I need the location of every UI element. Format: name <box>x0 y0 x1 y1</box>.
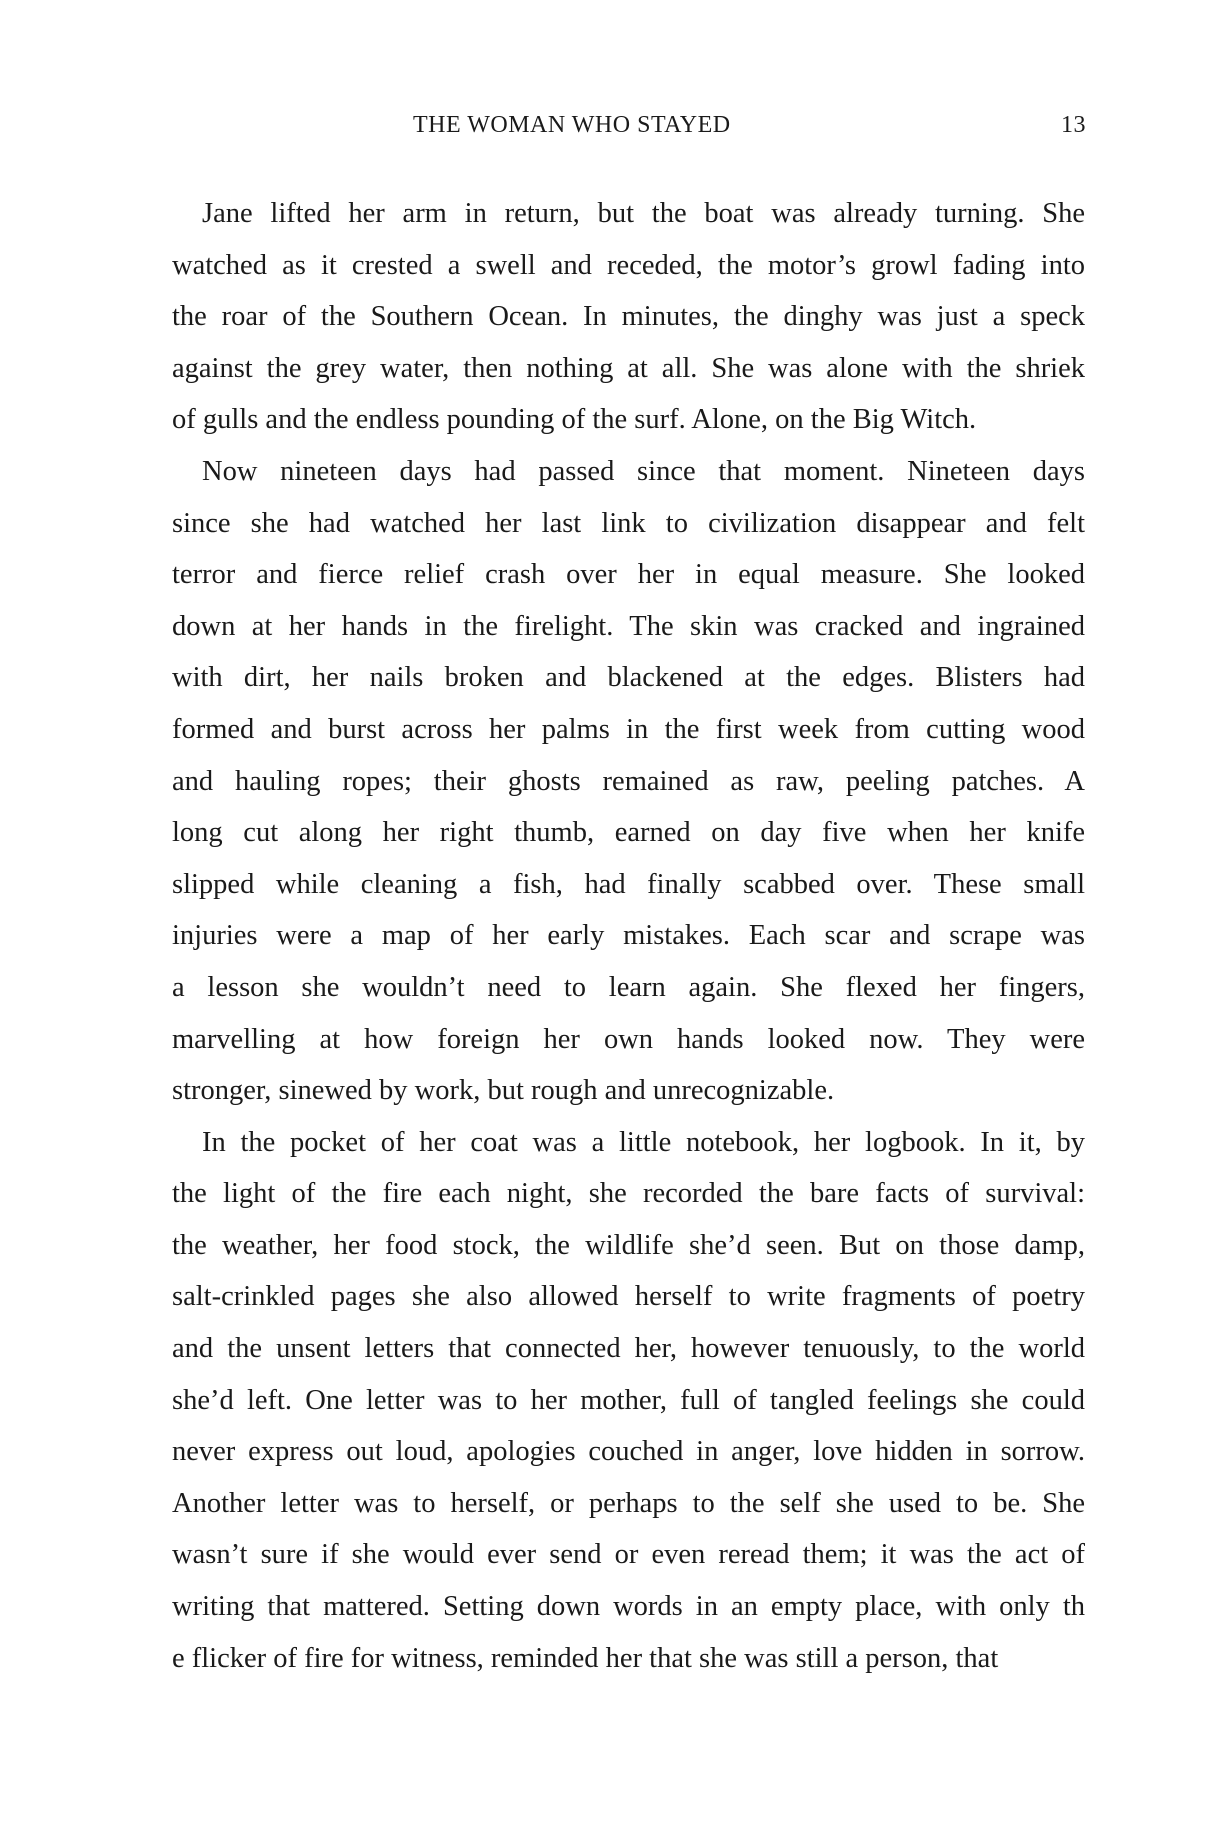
text-line: Now nineteen days had passed since that moment. Nineteen days <box>202 455 1085 487</box>
paragraph <box>172 1117 1085 1685</box>
running-head <box>0 112 1224 148</box>
text-line: terror and fierce relief crash over her in equal measure. She looked <box>172 559 1085 591</box>
text-line: formed and burst across her palms in the first week from cutting wood <box>172 713 1085 745</box>
text-line: the light of the fire each night, she recorded the bare facts of survival: <box>172 1178 1085 1210</box>
text-line: since she had watched her last link to civilization disappear and felt <box>172 507 1085 539</box>
text-line: e flicker of fire for witness, reminded her that she was still a person, that <box>172 1642 999 1674</box>
text-line: the weather, her food stock, the wildlife she’d seen. But on those damp, <box>172 1229 1085 1261</box>
text-line: with dirt, her nails broken and blackened at the edges. Blisters had <box>172 662 1085 694</box>
text-line: slipped while cleaning a fish, had finally scabbed over. These small <box>172 868 1085 900</box>
text-line: and hauling ropes; their ghosts remained as raw, peeling patches. A <box>172 765 1085 797</box>
paragraph <box>172 188 1085 446</box>
text-line: down at her hands in the firelight. The skin was cracked and ingrained <box>172 610 1085 642</box>
paragraph <box>172 446 1085 1117</box>
page-number: 13 <box>1061 112 1086 138</box>
text-line: long cut along her right thumb, earned on day five when her knife <box>172 817 1085 849</box>
text-line: stronger, sinewed by work, but rough and unrecognizable. <box>172 1075 835 1107</box>
body-text <box>172 188 1085 1684</box>
text-line: watched as it crested a swell and receded, the motor’s growl fading into <box>172 249 1085 281</box>
text-line: Jane lifted her arm in return, but the boat was already turning. She <box>202 198 1085 229</box>
text-line: In the pocket of her coat was a little notebook, her logbook. In it, by <box>202 1126 1085 1158</box>
text-line: writing that mattered. Setting down words in an empty place, with only th <box>172 1591 1085 1623</box>
text-line: of gulls and the endless pounding of the surf. Alone, on the Big Witch. <box>172 404 977 436</box>
text-line: against the grey water, then nothing at all. She was alone with the shriek <box>172 352 1085 384</box>
text-line: a lesson she wouldn’t need to learn again. She flexed her fingers, <box>172 971 1085 1003</box>
text-line: injuries were a map of her early mistakes. Each scar and scrape was <box>172 920 1085 952</box>
text-line: salt-crinkled pages she also allowed herself to write fragments of poetry <box>172 1281 1085 1313</box>
text-line: wasn’t sure if she would ever send or even reread them; it was the act of <box>172 1539 1085 1571</box>
text-line: and the unsent letters that connected her, however tenuously, to the world <box>172 1333 1085 1365</box>
text-line: the roar of the Southern Ocean. In minutes, the dinghy was just a speck <box>172 301 1085 333</box>
text-line: she’d left. One letter was to her mother, full of tangled feelings she could <box>172 1384 1085 1416</box>
text-line: marvelling at how foreign her own hands looked now. They were <box>172 1023 1085 1055</box>
text-line: never express out loud, apologies couched in anger, love hidden in sorrow. <box>172 1436 1085 1468</box>
text-line: Another letter was to herself, or perhaps to the self she used to be. She <box>172 1487 1085 1519</box>
running-title: THE WOMAN WHO STAYED <box>413 112 731 138</box>
